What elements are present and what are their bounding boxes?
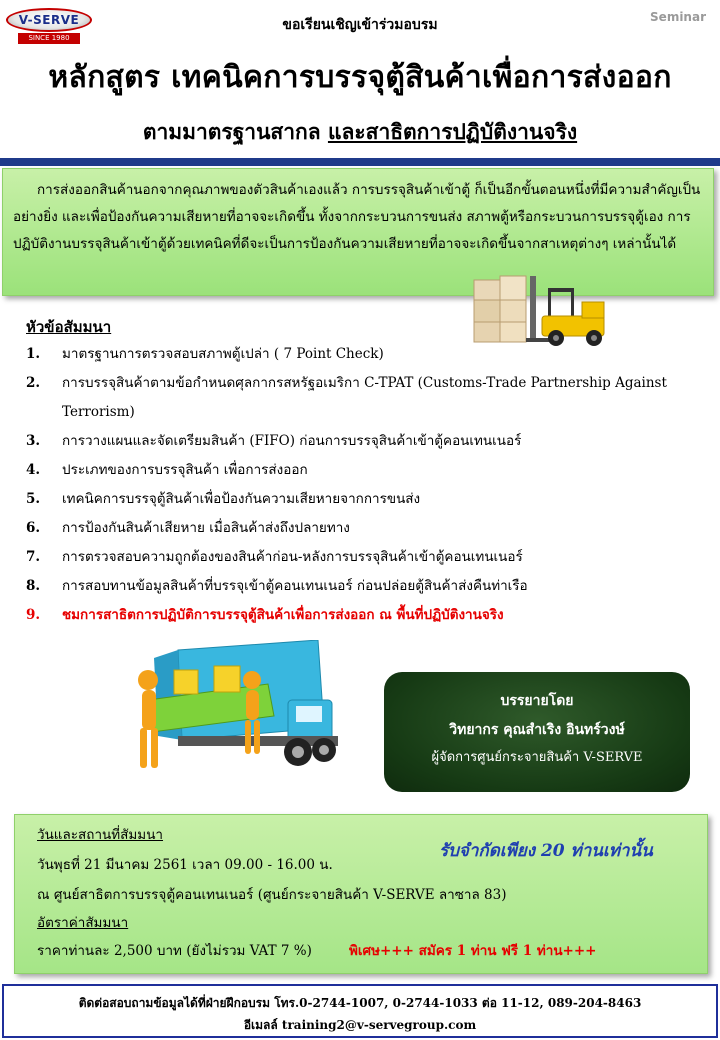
topic-text: การป้องกันสินค้าเสียหาย เมื่อสินค้าส่งถึงปลายทาง <box>62 520 350 536</box>
topic-item <box>26 340 716 369</box>
topic-text: เทคนิคการบรรจุตู้สินค้าเพื่อป้องกันความเสียหายจากการขนส่ง <box>62 491 421 507</box>
topic-item <box>26 543 716 572</box>
seminar-label: Seminar <box>650 10 706 24</box>
topic-number: 8. <box>26 578 41 594</box>
place-text: ณ ศูนย์สาธิตการบรรจุตู้คอนเทนเนอร์ (ศูนย์กระจายสินค้า V-SERVE ลาซาล 83) <box>37 887 507 903</box>
speaker-position: ผู้จัดการศูนย์กระจายสินค้า V-SERVE <box>431 750 643 765</box>
topic-text: ชมการสาธิตการปฏิบัติการบรรจุตู้สินค้าเพื่อการส่งออก ณ พื้นที่ปฏิบัติงานจริง <box>62 607 504 623</box>
topic-number: 2. <box>26 375 41 391</box>
topic-number: 7. <box>26 549 41 565</box>
topic-text: มาตรฐานการตรวจสอบสภาพตู้เปล่า ( 7 Point Check) <box>62 346 384 362</box>
contact-email[interactable]: อีเมลล์ training2@v-servegroup.com <box>243 1018 477 1032</box>
forklift-illustration <box>470 272 620 350</box>
speaker-label: บรรยายโดย <box>500 693 574 709</box>
topic-text: การตรวจสอบความถูกต้องของสินค้าก่อน-หลังการบรรจุสินค้าเข้าตู้คอนเทนเนอร์ <box>62 549 523 565</box>
fee-heading: อัตราค่าสัมมนา <box>37 915 129 931</box>
date-heading: วันและสถานที่สัมมนา <box>37 827 164 843</box>
topic-text: การสอบทานข้อมูลสินค้าที่บรรจุเข้าตู้คอนเทนเนอร์ ก่อนปล่อยตู้สินค้าส่งคืนท่าเรือ <box>62 578 528 594</box>
topic-item <box>26 427 716 456</box>
topic-number: 5. <box>26 491 41 507</box>
seat-limit: รับจำกัดเพียง 20 ท่านเท่านั้น <box>439 841 653 861</box>
contact-phone: ติดต่อสอบถามข้อมูลได้ที่ฝ่ายฝึกอบรม โทร.0-2744-1007, 0-2744-1033 ต่อ 11-12, 089-204-8463 <box>78 996 642 1010</box>
contact-footer <box>2 984 718 1038</box>
topic-number: 9. <box>26 607 41 623</box>
speaker-panel <box>384 672 690 792</box>
topic-number: 3. <box>26 433 41 449</box>
subtitle-part1: ตามมาตรฐานสากล <box>142 119 328 144</box>
logo-since: SINCE 1980 <box>18 33 80 44</box>
topic-text: ประเภทของการบรรจุสินค้า เพื่อการส่งออก <box>62 462 308 478</box>
topic-item <box>26 456 716 485</box>
topic-text: การบรรจุสินค้าตามข้อกำหนดศุลกากรสหรัฐอเมริกา C-TPAT (Customs-Trade Partnership Against Terrorism) <box>62 375 667 420</box>
topic-number: 1. <box>26 346 41 362</box>
header-divider <box>0 158 720 166</box>
topic-item <box>26 485 716 514</box>
speaker-name: วิทยากร คุณสำเริง อินทร์วงษ์ <box>449 722 625 738</box>
topic-item <box>26 572 716 601</box>
invite-text: ขอเรียนเชิญเข้าร่วมอบรม <box>282 17 438 33</box>
topic-item <box>26 369 716 427</box>
course-title: หลักสูตร เทคนิคการบรรจุตู้สินค้าเพื่อการส่งออก <box>48 60 672 95</box>
subtitle-part2: และสาธิตการปฏิบัติงานจริง <box>327 119 578 144</box>
topics-heading: หัวข้อสัมมนา <box>26 318 112 336</box>
truck-illustration <box>118 640 348 780</box>
venue-panel <box>14 814 708 974</box>
topic-number: 4. <box>26 462 41 478</box>
topic-item <box>26 514 716 543</box>
course-subtitle <box>0 116 720 149</box>
topic-item-highlight <box>26 601 716 630</box>
topic-text: การวางแผนและจัดเตรียมสินค้า (FIFO) ก่อนการบรรจุสินค้าเข้าตู้คอนเทนเนอร์ <box>62 433 522 449</box>
topic-number: 6. <box>26 520 41 536</box>
topics-list <box>26 340 716 630</box>
intro-text: การส่งออกสินค้านอกจากคุณภาพของตัวสินค้าเองแล้ว การบรรจุสินค้าเข้าตู้ ก็เป็นอีกขั้นตอนหนึ่งที่มีความสำคัญเป็นอย่างยิ่ง และเพื่อป้องกันความเสียหายที่อาจจะเกิดขึ้น ทั้งจากกระบวนการขนส่ง สภาพตู้หรือกระบวนการบรรจุตู้เอง การปฏิบัติงานบรรจุสินค้าเข้าตู้ด้วยเทคนิคที่ดีจะเป็นการป้องกันความเสียหายที่อาจจะเกิดขึ้นจากสาเหตุต่างๆ เหล่านั้นได้ <box>13 182 701 252</box>
promo-text: พิเศษ+++ สมัคร 1 ท่าน ฟรี 1 ท่าน+++ <box>349 943 597 959</box>
date-text: วันพุธที่ 21 มีนาคม 2561 เวลา 09.00 - 16.00 น. <box>37 857 333 873</box>
fee-text: ราคาท่านละ 2,500 บาท (ยังไม่รวม VAT 7 %) <box>37 943 312 959</box>
logo-text: V-SERVE <box>18 13 80 27</box>
